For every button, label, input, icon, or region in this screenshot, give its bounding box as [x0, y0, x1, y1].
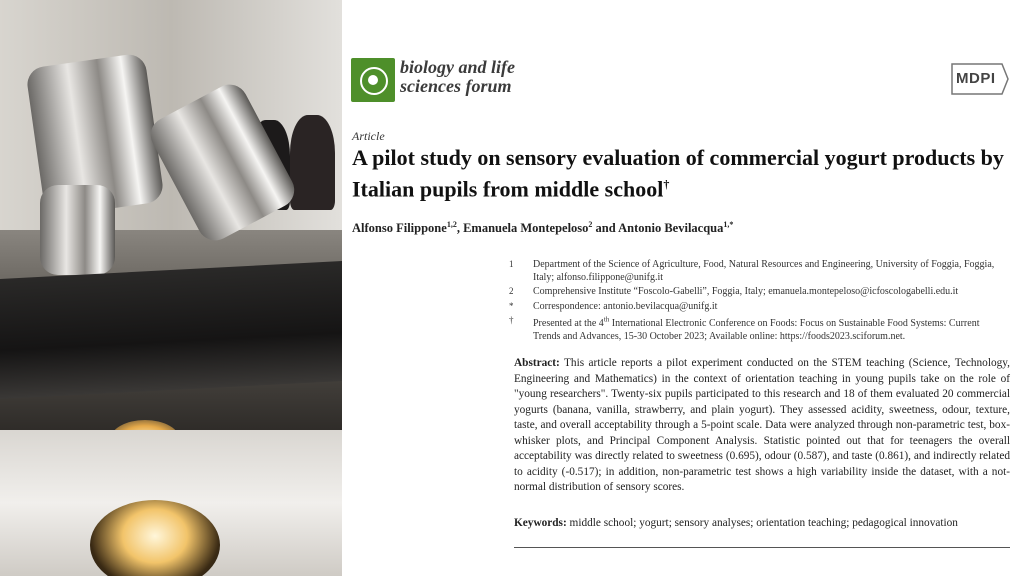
journal-name-line1: biology and life [400, 57, 515, 77]
author-name: Emanuela Montepeloso [463, 221, 589, 236]
affiliation-mark: * [509, 300, 514, 311]
abstract-label: Abstract: [514, 357, 560, 369]
author-affiliation-mark: 2 [588, 220, 593, 229]
affiliation-item [509, 258, 1009, 284]
author-affiliation-mark: 1,2 [446, 220, 457, 229]
author-name: Alfonso Filippone [352, 221, 447, 236]
affiliation-item [509, 314, 1009, 344]
affiliations [509, 258, 1009, 345]
microscope-photo [0, 0, 342, 576]
journal-name-line2: sciences forum [400, 76, 512, 96]
correspondence-text: Correspondence: antonio.bevilacqua@unifg.it [533, 300, 718, 312]
conference-note-text: Presented at the 4 [533, 318, 604, 330]
photo-objective-lens [40, 185, 115, 275]
article-type: Article [352, 129, 385, 143]
keywords-label: Keywords: [514, 517, 567, 529]
affiliation-item [509, 285, 1009, 298]
conference-note-text-rest: International Electronic Conference on Foods: Focus on Sustainable Food Systems: Current Trends and Advances, 15-30 October 2023; Available online: https://foods2023.sciforum.net. [533, 318, 980, 343]
photo-microscope-stage [0, 261, 342, 399]
article-title [352, 144, 1012, 202]
affiliation-mark: 2 [509, 286, 514, 297]
affiliation-mark: † [509, 314, 514, 325]
author-separator: , [456, 221, 464, 236]
abstract-text: This article reports a pilot experiment conducted on the STEM teaching (Science, Technology, Engineering and Mathematics) in the context of orientation teaching in young pupils take on the role of "young researchers". Twenty-six pupils participated to this research and 18 of them evaluated 20 commercial yogurts (banana, vanilla, strawberry, and plain yogurt). They assessed acidity, sweetness, odour, texture, taste, and overall acceptability through a 5-point scale. Data were analyzed through non-parametric test, box-whisker plots, and Principal Component Analysis. Statistic pointed out that for teenagers the overall acceptability was directly related to sweetness (0.695), odour (0.587), and taste (0.861), and indirectly related to acidity (-0.517); in addition, non-parametric test shows a high variability inside the dataset, with a not-normal distribution of sensory scores. [514, 357, 1010, 493]
abstract [514, 356, 1010, 496]
section-divider [514, 547, 1010, 548]
journal-name [400, 58, 515, 96]
author-name: Antonio Bevilacqua [618, 221, 724, 236]
author-separator: and [592, 221, 619, 236]
publisher-logo [948, 62, 1010, 96]
conference-note-ordinal: th [603, 315, 610, 324]
journal-logo-icon [351, 58, 395, 102]
article-title-footnote-mark: † [663, 177, 670, 191]
keywords-text: middle school; yogurt; sensory analyses; orientation teaching; pedagogical innovation [569, 517, 958, 529]
publisher-name: MDPI [956, 70, 996, 87]
article-title-text: A pilot study on sensory evaluation of commercial yogurt products by Italian pupils from middle school [352, 145, 1004, 202]
affiliation-item [509, 300, 1009, 313]
affiliation-text: Department of the Science of Agriculture, Food, Natural Resources and Engineering, University of Foggia, Foggia, Italy; alfonso.filippone@unifg.it [533, 259, 995, 284]
keywords [514, 516, 1010, 531]
author-list [352, 220, 733, 236]
affiliation-text: Comprehensive Institute “Foscolo-Gabelli”, Foggia, Italy; emanuela.montepeloso@icfoscologabelli.edu.it [533, 286, 959, 298]
conference-note [533, 315, 980, 343]
author-affiliation-mark: 1,* [723, 220, 734, 229]
photo-student-figure [290, 115, 335, 210]
affiliation-mark: 1 [509, 259, 514, 269]
